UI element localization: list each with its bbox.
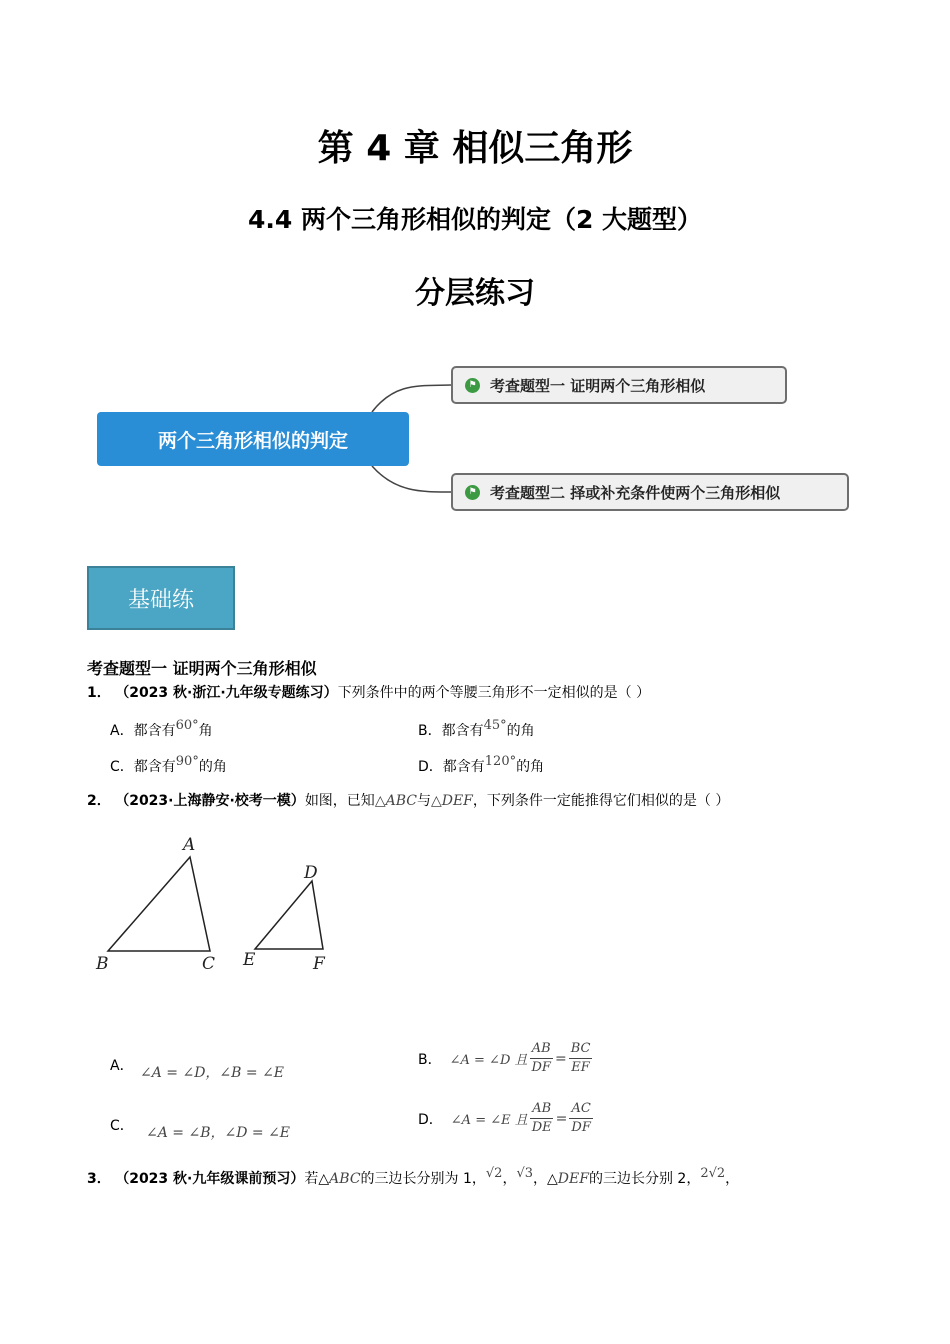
fraction: $\frac{BC}{EF}$ [570,1041,591,1075]
practice-title: 分层练习 [415,276,535,311]
question-1 [87,682,650,702]
mindmap-node-label: 考查题型一 证明两个三角形相似 [490,376,706,395]
flag-icon: ⚑ [465,378,480,393]
mindmap-node-type-2 [451,473,849,511]
question-3: 3． （2023 秋·九年级课前预习）若△ABC的三边长分别为 1，√2，√3，△DEF的三边长分别 2，2√2， [87,1166,740,1187]
option-c[interactable]: C．都含有90°的角 [110,754,227,775]
question-number: 2． [87,793,111,809]
fraction: $\frac{AB}{DF}$ [531,1041,551,1075]
label-e: E [243,950,256,970]
triangles-figure [90,830,350,980]
question-source: （2023·上海静安·校考一模） [115,793,305,809]
question-source: （2023 秋·浙江·九年级专题练习） [115,685,338,701]
chapter-title: 第 4 章 相似三角形 [317,128,633,169]
mindmap-root: 两个三角形相似的判定 [97,412,409,466]
triangle-def [255,881,323,949]
flag-icon: ⚑ [465,485,480,500]
option-a-math: ∠A = ∠D，∠B = ∠E [140,1065,285,1081]
option-b[interactable]: B． ∠A = ∠D 且 $\frac{AB}{DF}$ = $\frac{BC}{EF}$ [418,1041,591,1075]
label-a: A [183,835,196,855]
label-b: B [96,954,109,974]
option-c-math: ∠A = ∠B，∠D = ∠E [146,1125,291,1141]
option-b[interactable]: B．都含有45°的角 [418,718,535,739]
option-a[interactable]: A．都含有60°角 [110,718,213,739]
label-d: D [304,863,318,883]
section-title: 4.4 两个三角形相似的判定（2 大题型） [247,205,703,234]
question-source: （2023 秋·九年级课前预习） [115,1171,305,1187]
fraction: $\frac{AB}{DE}$ [531,1101,552,1135]
triangle-abc [108,857,210,951]
question-2: 2． （2023·上海静安·校考一模）如图，已知△ABC与△DEF，下列条件一定能推得它们相似的是（ ） [87,793,730,809]
question-type-heading: 考查题型一 证明两个三角形相似 [87,659,317,678]
option-a[interactable]: A． [110,1058,134,1074]
option-d[interactable]: D．都含有120°的角 [418,754,545,775]
mindmap-node-label: 考查题型二 择或补充条件使两个三角形相似 [490,483,781,502]
fraction: $\frac{AC}{DF}$ [571,1101,591,1135]
mindmap-node-type-1 [451,366,787,404]
option-d[interactable]: D． ∠A = ∠E 且 $\frac{AB}{DE}$ = $\frac{AC}{DF}$ [418,1101,591,1135]
option-c[interactable]: C． [110,1118,134,1134]
question-stem: 下列条件中的两个等腰三角形不一定相似的是（ ） [337,685,651,701]
level-badge: 基础练 [87,566,235,630]
label-c: C [202,954,216,974]
question-number: 1． [87,685,111,701]
question-number: 3． [87,1171,111,1187]
label-f: F [313,954,325,974]
